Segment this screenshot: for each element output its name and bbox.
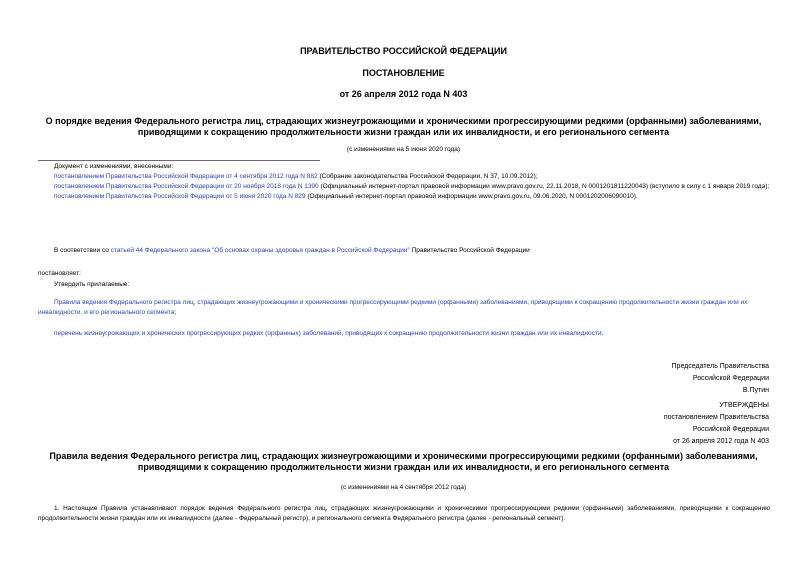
document-title-line-1: О порядке ведения Федерального регистра лиц, страдающих жизнеугрожающими и хроническими прогрессирующими редкими (орфанными) заболеваниями, [45,116,762,126]
separator-line [38,160,320,161]
signature-block [672,361,769,397]
approval-stamp [664,400,769,448]
amendment-item-1 [54,172,770,182]
federal-law-link[interactable]: статьей 44 Федерального закона "Об основах охраны здоровья граждан в Российской Федерации" [110,247,410,254]
amendment-link-1[interactable]: постановлением Правительства Российской Федерации от 4 сентября 2012 года N 882 [54,173,318,180]
amendments-block [54,162,770,202]
issuing-authority: ПРАВИТЕЛЬСТВО РОССИЙСКОЙ ФЕДЕРАЦИИ [300,46,507,56]
amendment-link-2[interactable]: постановлением Правительства Российской Федерации от 20 ноября 2018 года N 1390 [54,183,319,190]
legal-basis-suffix: Правительство Российской Федерации [409,247,530,254]
rules-title-line-1: Правила ведения Федерального регистра лиц, страдающих жизнеугрожающими и хроническими прогрессирующими редкими (орфанными) заболеваниями, [49,451,758,461]
approval-line-4: от 26 апреля 2012 года N 403 [673,438,769,445]
amendment-source-3: (Официальный интернет-портал правовой информации www.pravo.gov.ru, 09.06.2020, N 0001202006090010). [305,193,638,200]
signature-name: В.Путин [742,387,769,394]
amendments-intro: Документ с изменениями, внесенными: [54,163,174,170]
amendment-item-2 [38,182,770,192]
document-date-number: от 26 апреля 2012 года N 403 [339,89,468,99]
amendment-source-2: (Официальный интернет-портал правовой информации www.pravo.gov.ru, 22.11.2018, N 0001201811220043) (вступило в силу с 1 января 2019 года); [318,183,770,190]
amendment-item-3 [54,192,770,202]
document-title [0,116,807,138]
amendment-source-1: (Собрание законодательства Российской Федерации, N 37, 10.09.2012); [317,173,538,180]
approved-item-rules: Правила ведения Федерального регистра лиц, страдающих жизнеугрожающими и хроническими прогрессирующими редкими (орфанными) заболеваниями, приводящими к сокращению продолжительности жизни граждан или их инвалидности, и его регионального сегмента; [38,299,748,316]
document-type: ПОСТАНОВЛЕНИЕ [362,68,445,78]
disease-list-link[interactable]: перечень жизнеугрожающих и хронических прогрессирующих редких (орфанных) заболеваний, приводящих к сокращению продолжительности жизни граждан или их инвалидности [54,330,602,337]
resolves-text: постановляет: [38,270,81,277]
approval-line-2: постановлением Правительства [663,414,769,421]
rules-link[interactable]: Правила ведения Федерального регистра лиц, страдающих жизнеугрожающими и хроническими прогрессирующими редкими (орфанными) заболеваниями, приводящими к сокращению продолжительности жизни граждан или их инвалидности, и его регионального сегмента [38,299,748,316]
legal-basis-prefix: В соответствии со [54,247,111,254]
approve-text: Утвердить прилагаемые: [54,281,130,288]
approved-item-list: перечень жизнеугрожающих и хронических прогрессирующих редких (орфанных) заболеваний, приводящих к сокращению продолжительности жизни граждан или их инвалидности. [54,330,604,337]
amendment-link-3[interactable]: постановлением Правительства Российской Федерации от 5 июня 2020 года N 829 [54,193,306,200]
approval-line-3: Российской Федерации [692,426,769,433]
signature-position: Председатель Правительства [671,363,769,370]
rules-title [0,451,807,473]
rules-paragraph-1: 1. Настоящие Правила устанавливают порядок ведения Федерального регистра лиц, страдающих жизнеугрожающими и хроническими прогрессирующими редкими (орфанными) заболеваниями, приводящими к сокращению продолжительности жизни граждан или их инвалидности (далее - Федеральный регистр), и регионального сегмента Федерального регистра (далее - региональный сегмент). [38,505,770,522]
amendment-note: (с изменениями на 5 июня 2020 года) [346,146,461,153]
signature-country: Российской Федерации [692,375,769,382]
rules-amendment-note: (с изменениями на 4 сентября 2012 года) [340,484,467,491]
approval-heading: УТВЕРЖДЕНЫ [719,402,769,409]
document-title-line-2: приводящими к сокращению продолжительности жизни граждан или их инвалидности, и его регионального сегмента [137,127,670,137]
rules-title-line-2: приводящими к сокращению продолжительности жизни граждан или их инвалидности, и его регионального сегмента [137,462,670,472]
legal-basis [54,246,770,256]
